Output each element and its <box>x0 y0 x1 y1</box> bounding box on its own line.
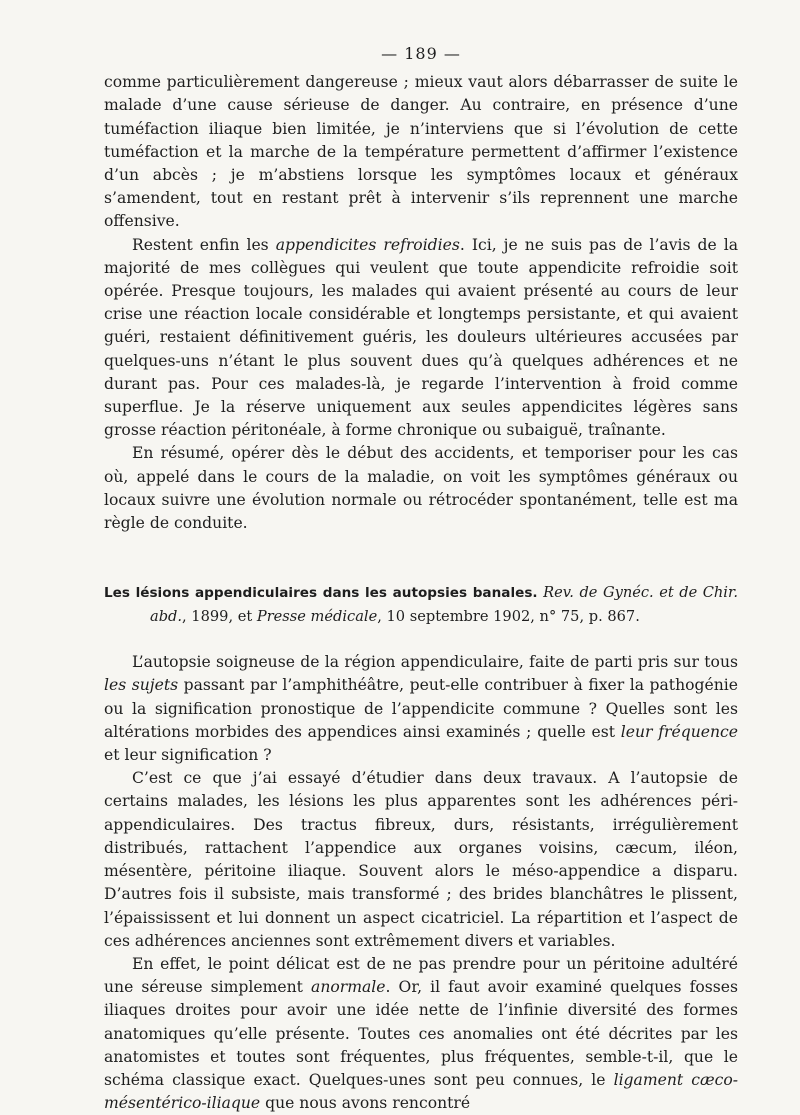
paragraph-1: comme particulièrement dangereuse ; mieux vaut alors débarrasser de suite le malade d’une cause sérieuse de danger. Au contraire, en présence d’une tuméfaction iliaque bien limitée, je n’interviens que si l’évolution de cette tuméfaction et la marche de la température permettent d’affirmer l’existence d’un abcès ; je m’abstiens lorsque les symptômes locaux et généraux s’amendent, tout en restant prêt à intervenir s’ils reprennent une marche offensive. <box>104 73 738 231</box>
paragraph-2 <box>104 234 738 443</box>
reference-end: , 10 septembre 1902, n° 75, p. 867. <box>377 608 640 626</box>
reference-mid: , 1899, et <box>182 608 257 626</box>
paragraph-3: En résumé, opérer dès le début des accidents, et temporiser pour les cas où, appelé dans le cours de la maladie, on voit les symptômes généraux ou locaux suivre une évolution normale ou rétrocéder spontanément, telle est ma règle de conduite. <box>104 444 738 533</box>
paragraph-6-italic-a: anormale <box>311 978 386 997</box>
paragraph-2-text-a: Restent enfin les <box>132 235 276 254</box>
paragraph-6-text-a: En effet, le point délicat est de ne pas prendre pour un péritoine adultéré une séreuse simplement <box>104 954 738 997</box>
reference-heading <box>104 581 738 628</box>
page-number: — 189 — <box>381 44 461 63</box>
paragraph-4-italic-a: les sujets <box>104 676 179 695</box>
document-page <box>104 42 738 1115</box>
paragraph-4-italic-b: leur fréquence <box>620 722 738 741</box>
reference-journal-2: Presse médicale <box>256 608 378 626</box>
paragraph-6-text-c: que nous avons rencontré <box>260 1094 471 1113</box>
paragraph-4-text-b: passant par l’amphithéâtre, peut-elle contribuer à fixer la pathogénie ou la signification pronostique de l’appendicite commune ? Quelles sont les altérations morbides des appendices ainsi examinés ; quelle est <box>104 676 738 741</box>
paragraph-4 <box>104 651 738 767</box>
paragraph-6-italic-b: ligament cæco-mésentérico-iliaque <box>104 1070 738 1113</box>
paragraph-4-text-c: et leur signification ? <box>104 746 272 765</box>
paragraph-6 <box>104 953 738 1115</box>
paragraph-2-text-b: . Ici, je ne suis pas de l’avis de la majorité de mes collègues qui veulent que toute appendicite refroidie soit opérée. Presque toujours, les malades qui avaient présenté au cours de leur crise une réaction locale considérable et longtemps persistante, et qui avaient guéri, restaient définitivement guéris, les douleurs ultérieures accusées par quelques-uns n’étant le plus souvent dues qu’à quelques adhérences et ne durant pas. Pour ces malades-là, je regarde l’intervention à froid comme superflue. Je la réserve uniquement aux seules appendicites légères sans grosse réaction péritonéale, à forme chronique ou subaiguë, traînante. <box>104 235 738 440</box>
paragraph-6-text-b: . Or, il faut avoir examiné quelques fosses iliaques droites pour avoir une idée nette de l’infinie diversité des formes anatomiques qu’elle présente. Toutes ces anomalies ont été décrites par les anatomistes et toutes sont fréquentes, plus fréquentes, semble-t-il, que le schéma classique exact. Quelques-unes sont peu connues, le <box>104 978 739 1089</box>
paragraph-2-italic: appendicites refroidies <box>275 235 460 254</box>
reference-title: Les lésions appendiculaires dans les autopsies banales. <box>104 585 538 602</box>
paragraph-5: C’est ce que j’ai essayé d’étudier dans deux travaux. A l’autopsie de certains malades, les lésions les plus apparentes sont les adhérences péri-appendiculaires. Des tractus fibreux, durs, résistants, irrégulièrement distribués, rattachent l’appendice aux organes voisins, cæcum, iléon, mésentère, péritoine iliaque. Souvent alors le méso-appendice a disparu. D’autres fois il subsiste, mais transformé ; des brides blanchâtres le plissent, l’épaississent et lui donnent un aspect cicatriciel. La répartition et l’aspect de ces adhérences anciennes sont extrêmement divers et variables. <box>104 769 738 950</box>
reference-journal-1: Rev. de Gynéc. et de Chir. abd. <box>150 584 738 626</box>
paragraph-4-text-a: L’autopsie soigneuse de la région appendiculaire, faite de parti pris sur tous <box>132 653 738 672</box>
